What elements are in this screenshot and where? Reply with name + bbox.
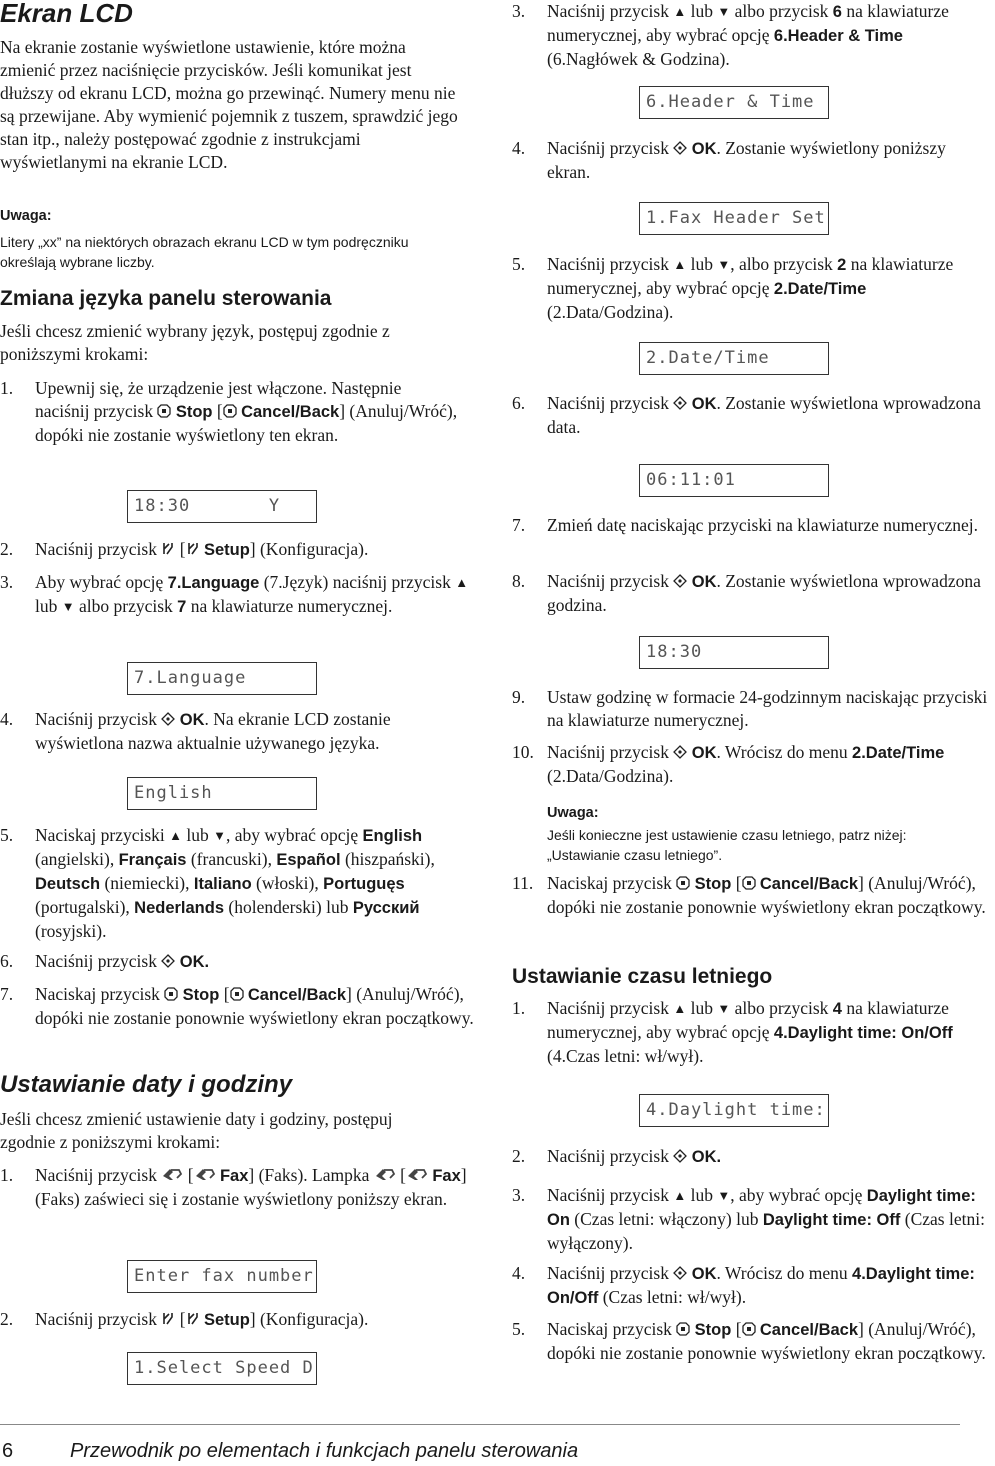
ok-diamond-icon (161, 709, 175, 732)
up-arrow-icon: ▲ (673, 1001, 687, 1016)
lcd-screen-home: 18:30 Y (127, 490, 317, 523)
up-arrow-icon: ▲ (169, 828, 182, 843)
daylight-step-2: 2. Naciśnij przycisk OK. (512, 1145, 987, 1169)
date-step-11: 11. Naciskaj przycisk Stop [ Cancel/Back] (Anuluj/Wróć), dopóki nie zostanie ponownie wyświetlony ekran początkowy. (512, 873, 986, 918)
setup-icon (186, 1309, 200, 1332)
setup-icon (186, 539, 200, 562)
date-step-9: 9. Ustaw godzinę w formacie 24-godzinnym naciskając przyciski na klawiaturze numerycznej. (512, 687, 988, 730)
ok-diamond-icon (673, 138, 687, 161)
lang-step-5: 5. Naciskaj przyciski ▲ lub ▼, aby wybrać opcję English (angielski), Français (francuski), Español (hiszpański), Deutsch (niemiecki), Italiano (włoski), Portuguęs (portugalski), Nederlands (holenderski) lub Русский (rosyjski). (0, 825, 435, 941)
stop-icon (742, 1319, 756, 1342)
option-francais: Français (118, 851, 187, 869)
section-intro-language: Jeśli chcesz zmienić wybrany język, postępuj zgodnie z poniższymi krokami: (0, 321, 390, 364)
lcd-screen-speed-dial: 1.Select Speed D (127, 1352, 317, 1385)
stop-icon (676, 1319, 690, 1342)
footer-title: Przewodnik po elementach i funkcjach panelu sterowania (70, 1440, 579, 1462)
lang-step-6: 6. Naciśnij przycisk OK. (0, 950, 475, 974)
down-arrow-icon: ▼ (213, 828, 226, 843)
ok-diamond-icon (161, 951, 175, 974)
lang-step-3: 3. Aby wybrać opcję 7.Language (7.Język) naciśnij przycisk ▲ lub ▼ albo przycisk 7 na klawiaturze numerycznej. (0, 572, 469, 616)
up-arrow-icon: ▲ (673, 1188, 687, 1203)
fax-icon (194, 1165, 216, 1188)
daylight-step-4: 4. Naciśnij przycisk OK. Wrócisz do menu 4.Daylight time: On/Off (Czas letni: wł/wył). (512, 1263, 975, 1308)
lcd-screen-header-time: 6.Header & Time (639, 86, 829, 119)
up-arrow-icon: ▲ (673, 4, 687, 19)
section-title-daylight: Ustawianie czasu letniego (512, 965, 773, 988)
fax-icon (406, 1165, 428, 1188)
lcd-screen-language: 7.Language (127, 662, 317, 695)
fax-icon (161, 1165, 183, 1188)
lcd-screen-date-value: 06:11:01 (639, 464, 829, 497)
option-russian: Русский (352, 899, 420, 917)
ok-diamond-icon (673, 742, 687, 765)
date-step-8: 8. Naciśnij przycisk OK. Zostanie wyświetlona wprowadzona godzina. (512, 571, 981, 616)
page-title: Ekran LCD (0, 0, 133, 28)
up-arrow-icon: ▲ (673, 257, 687, 272)
stop-icon (742, 873, 756, 896)
ok-diamond-icon (673, 571, 687, 594)
lcd-screen-time-value: 18:30 (639, 636, 829, 669)
daylight-step-1: 1. Naciśnij przycisk ▲ lub ▼ albo przycisk 4 na klawiaturze numerycznej, aby wybrać opcję 4.Daylight time: On/Off (4.Czas letni: wł/wył). (512, 998, 953, 1066)
ok-diamond-icon (673, 1263, 687, 1286)
lcd-screen-english: English (127, 777, 317, 810)
up-arrow-icon: ▲ (455, 575, 469, 590)
note-title: Uwaga: (0, 208, 52, 224)
stop-icon (676, 873, 690, 896)
section-title-date-time: Ustawianie daty i godziny (0, 1071, 293, 1098)
footer-divider (0, 1424, 960, 1425)
stop-icon (164, 984, 178, 1007)
down-arrow-icon: ▼ (61, 599, 75, 614)
option-english: English (362, 827, 423, 845)
lang-step-2: 2. Naciśnij przycisk [ Setup] (Konfiguracja). (0, 538, 475, 562)
option-italiano: Italiano (193, 875, 252, 893)
daylight-step-3: 3. Naciśnij przycisk ▲ lub ▼, aby wybrać opcję Daylight time: On (Czas letni: włączony) lub Daylight time: Off (Czas letni: wyłączony). (512, 1185, 985, 1253)
setup-icon (161, 1309, 175, 1332)
date-step-2: 2. Naciśnij przycisk [ Setup] (Konfiguracja). (0, 1308, 475, 1332)
lang-step-1: 1. Upewnij się, że urządzenie jest włączone. Następnie naciśnij przycisk Stop [ Cancel/Back] (Anuluj/Wróć), dopóki nie zostanie wyświetlony ten ekran. (0, 378, 458, 446)
stop-icon (223, 401, 237, 424)
note-title-right: Uwaga: (547, 805, 599, 821)
lcd-screen-fax: Enter fax number (127, 1260, 317, 1293)
ok-diamond-icon (673, 393, 687, 416)
fax-icon (374, 1165, 396, 1188)
date-step-1: 1. Naciśnij przycisk [ Fax] (Faks). Lampka [ Fax] (Faks) zaświeci się i zostanie wyświetlony poniższy ekran. (0, 1165, 467, 1210)
lcd-screen-fax-header: 1.Fax Header Set (639, 202, 829, 235)
date-step-6: 6. Naciśnij przycisk OK. Zostanie wyświetlona wprowadzona data. (512, 393, 981, 438)
daylight-step-5: 5. Naciskaj przycisk Stop [ Cancel/Back] (Anuluj/Wróć), dopóki nie zostanie ponownie wyświetlony ekran początkowy. (512, 1319, 986, 1364)
down-arrow-icon: ▼ (717, 1188, 731, 1203)
option-portugues: Portuguęs (323, 875, 405, 893)
note-text-right: Jeśli konieczne jest ustawienie czasu letniego, patrz niżej: „Ustawianie czasu letniego”. (547, 827, 907, 863)
date-step-5: 5. Naciśnij przycisk ▲ lub ▼, albo przycisk 2 na klawiaturze numerycznej, aby wybrać opcję 2.Date/Time (2.Data/Godzina). (512, 254, 954, 322)
lang-step-7: 7. Naciskaj przycisk Stop [ Cancel/Back] (Anuluj/Wróć), dopóki nie zostanie ponownie wyświetlony ekran początkowy. (0, 984, 474, 1029)
option-espanol: Español (276, 851, 341, 869)
down-arrow-icon: ▼ (717, 1001, 731, 1016)
date-step-3: 3. Naciśnij przycisk ▲ lub ▼ albo przycisk 6 na klawiaturze numerycznej, aby wybrać opcję 6.Header & Time (6.Nagłówek & Godzina). (512, 1, 949, 69)
setup-icon (161, 539, 175, 562)
down-arrow-icon: ▼ (717, 4, 731, 19)
date-step-4: 4. Naciśnij przycisk OK. Zostanie wyświetlony poniższy ekran. (512, 138, 946, 183)
intro-paragraph: Na ekranie zostanie wyświetlone ustawienie, które można zmienić przez naciśnięcie przycisków. Jeśli komunikat jest dłuższy od ekranu LCD, można go przewinąć. Numery menu nie są przewijane. Aby wymienić pojemnik z tuszem, sprawdzić jego stan itp., należy postępować zgodnie z instrukcjami wyświetlanymi na ekranie LCD. (0, 37, 458, 172)
stop-icon (230, 984, 244, 1007)
down-arrow-icon: ▼ (717, 257, 731, 272)
option-deutsch: Deutsch (35, 875, 101, 893)
section-intro-date-time: Jeśli chcesz zmienić ustawienie daty i godziny, postępuj zgodnie z poniższymi krokami: (0, 1109, 393, 1152)
option-nederlands: Nederlands (134, 899, 225, 917)
stop-icon (157, 401, 171, 424)
lcd-screen-daylight: 4.Daylight time: (639, 1094, 829, 1127)
section-title-language: Zmiana języka panelu sterowania (0, 287, 332, 310)
page-number: 6 (2, 1440, 14, 1462)
date-step-7: 7. Zmień datę naciskając przyciski na klawiaturze numerycznej. (512, 515, 978, 535)
ok-diamond-icon (673, 1146, 687, 1169)
note-text: Litery „xx” na niektórych obrazach ekranu LCD w tym podręczniku określają wybrane liczby. (0, 234, 409, 270)
lcd-screen-date-time: 2.Date/Time (639, 342, 829, 375)
date-step-10: 10. Naciśnij przycisk OK. Wrócisz do menu 2.Date/Time (2.Data/Godzina). (512, 742, 945, 787)
lang-step-4: 4. Naciśnij przycisk OK. Na ekranie LCD zostanie wyświetlona nazwa aktualnie używanego języka. (0, 709, 391, 754)
